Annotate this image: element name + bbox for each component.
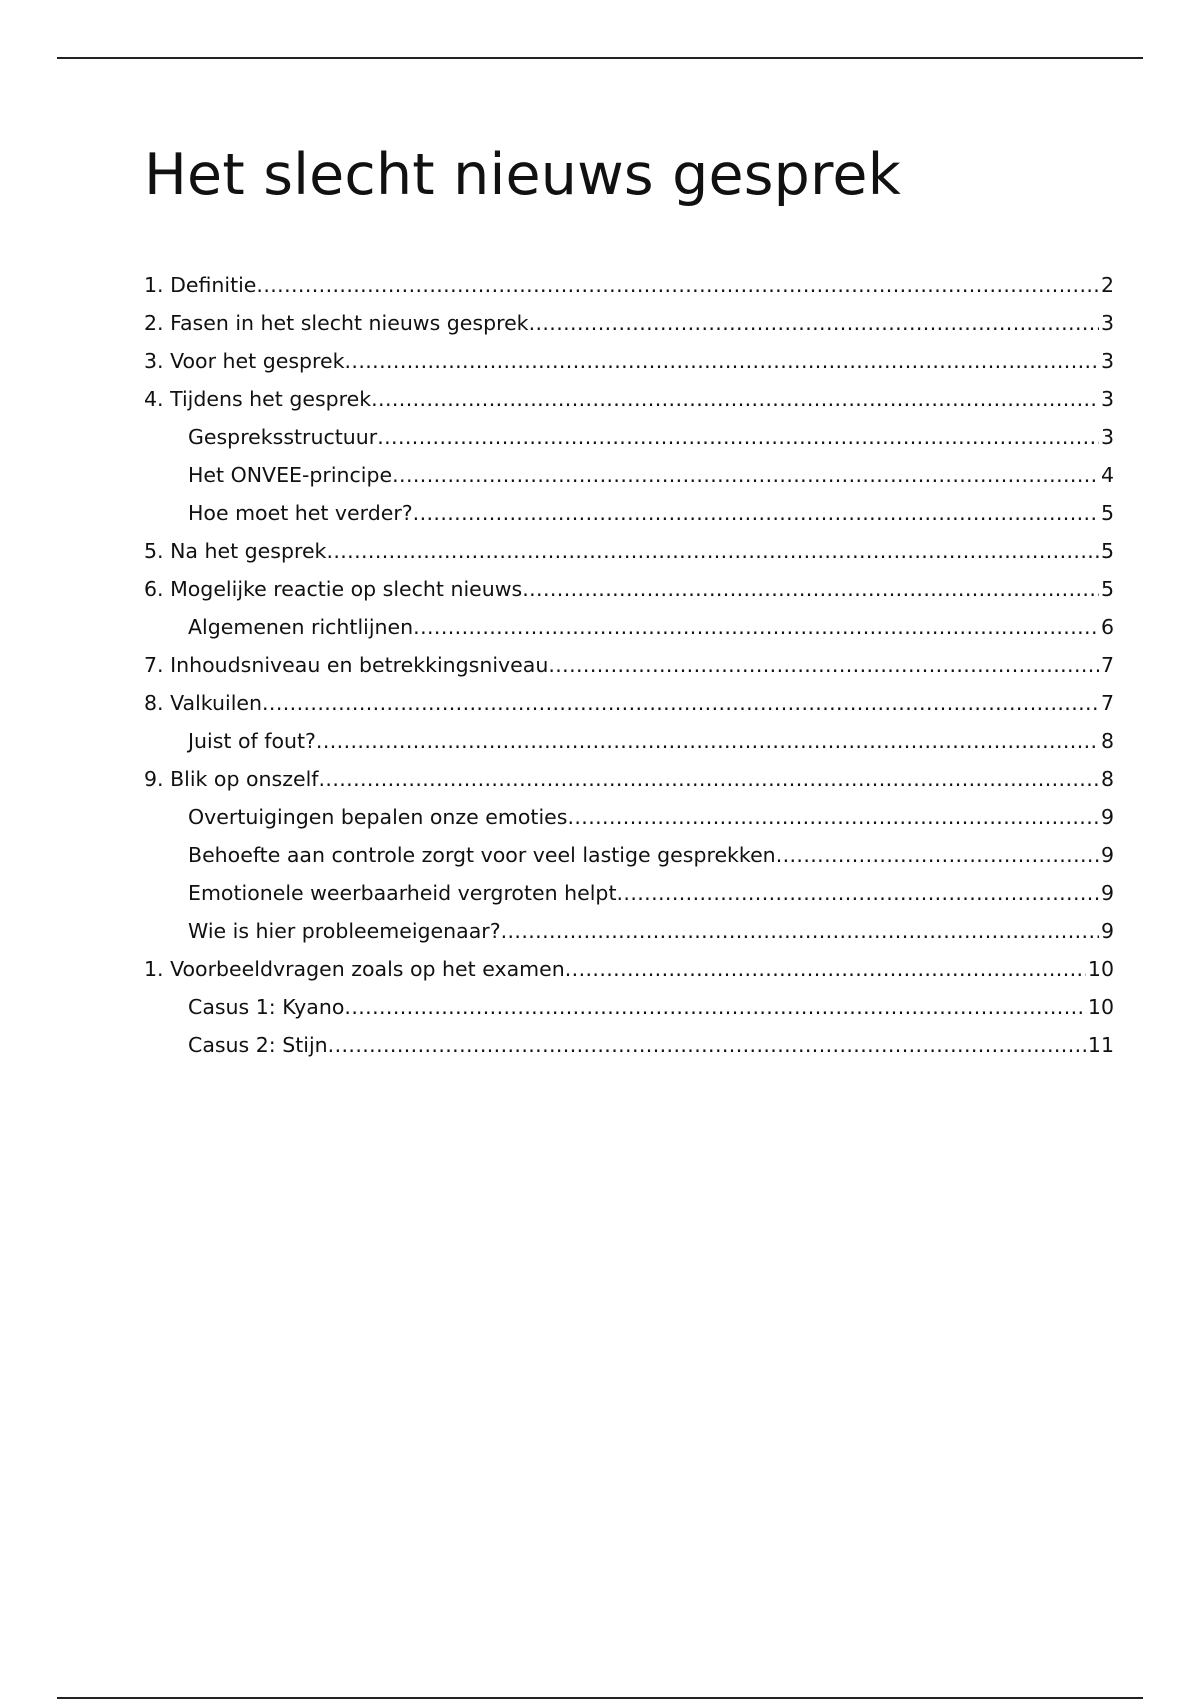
toc-entry-page-number: 10: [1087, 995, 1114, 1019]
toc-entry-page-number: 3: [1100, 387, 1114, 411]
toc-entry[interactable]: [144, 688, 1114, 726]
toc-dot-leader: [548, 650, 1099, 680]
toc-entry[interactable]: [144, 1030, 1114, 1068]
toc-entry-label: Overtuigingen bepalen onze emoties: [188, 805, 568, 829]
toc-dot-leader: [501, 916, 1099, 946]
toc-entry-label: Juist of fout?: [188, 729, 316, 753]
toc-dot-leader: [413, 498, 1099, 528]
toc-entry-page-number: 5: [1100, 577, 1114, 601]
toc-entry[interactable]: [144, 422, 1114, 460]
toc-entry-label: 1. Definitie: [144, 273, 257, 297]
toc-entry-label: 2. Fasen in het slecht nieuws gesprek: [144, 311, 529, 335]
toc-entry[interactable]: [144, 650, 1114, 688]
table-of-contents: [144, 270, 1114, 1068]
toc-entry[interactable]: [144, 954, 1114, 992]
footer-rule: [57, 1697, 1143, 1699]
toc-entry[interactable]: [144, 916, 1114, 954]
toc-entry-page-number: 4: [1100, 463, 1114, 487]
toc-entry-page-number: 6: [1100, 615, 1114, 639]
toc-entry-page-number: 3: [1100, 349, 1114, 373]
toc-dot-leader: [377, 422, 1099, 452]
toc-entry-page-number: 9: [1100, 805, 1114, 829]
toc-dot-leader: [344, 346, 1098, 376]
toc-entry-label: Gespreksstructuur: [188, 425, 378, 449]
toc-entry-page-number: 11: [1087, 1033, 1114, 1057]
toc-dot-leader: [616, 878, 1098, 908]
toc-entry-page-number: 8: [1100, 729, 1114, 753]
toc-entry-page-number: 9: [1100, 881, 1114, 905]
toc-entry-page-number: 5: [1100, 539, 1114, 563]
toc-entry-label: Wie is hier probleemeigenaar?: [188, 919, 501, 943]
toc-entry-label: 5. Na het gesprek: [144, 539, 327, 563]
toc-entry-label: 3. Voor het gesprek: [144, 349, 345, 373]
toc-dot-leader: [565, 954, 1086, 984]
toc-entry[interactable]: [144, 384, 1114, 422]
toc-dot-leader: [328, 1030, 1086, 1060]
toc-entry[interactable]: [144, 802, 1114, 840]
toc-entry[interactable]: [144, 498, 1114, 536]
toc-dot-leader: [392, 460, 1099, 490]
toc-dot-leader: [256, 270, 1099, 300]
toc-dot-leader: [413, 612, 1099, 642]
toc-entry[interactable]: [144, 270, 1114, 308]
toc-entry-label: Emotionele weerbaarheid vergroten helpt: [188, 881, 617, 905]
toc-entry-label: Algemenen richtlijnen: [188, 615, 414, 639]
toc-entry-label: 6. Mogelijke reactie op slecht nieuws: [144, 577, 523, 601]
toc-entry-page-number: 10: [1087, 957, 1114, 981]
toc-entry-label: 9. Blik op onszelf: [144, 767, 319, 791]
toc-entry[interactable]: [144, 764, 1114, 802]
toc-entry-page-number: 2: [1100, 273, 1114, 297]
toc-entry[interactable]: [144, 840, 1114, 878]
toc-dot-leader: [529, 308, 1099, 338]
document-title: Het slecht nieuws gesprek: [144, 142, 901, 208]
toc-entry-page-number: 3: [1100, 311, 1114, 335]
toc-entry-page-number: 5: [1100, 501, 1114, 525]
toc-dot-leader: [567, 802, 1098, 832]
toc-entry[interactable]: [144, 308, 1114, 346]
toc-entry-label: Hoe moet het verder?: [188, 501, 413, 525]
toc-entry-label: 4. Tijdens het gesprek: [144, 387, 372, 411]
toc-entry-page-number: 7: [1100, 691, 1114, 715]
toc-entry-label: Casus 2: Stijn: [188, 1033, 328, 1057]
toc-dot-leader: [319, 764, 1099, 794]
toc-entry-label: Casus 1: Kyano: [188, 995, 345, 1019]
toc-dot-leader: [262, 688, 1099, 718]
toc-entry-page-number: 7: [1100, 653, 1114, 677]
toc-entry-page-number: 8: [1100, 767, 1114, 791]
toc-entry[interactable]: [144, 992, 1114, 1030]
toc-entry[interactable]: [144, 536, 1114, 574]
toc-entry[interactable]: [144, 878, 1114, 916]
toc-entry[interactable]: [144, 574, 1114, 612]
toc-entry-label: 1. Voorbeeldvragen zoals op het examen: [144, 957, 565, 981]
toc-dot-leader: [371, 384, 1099, 414]
toc-dot-leader: [522, 574, 1099, 604]
toc-dot-leader: [344, 992, 1086, 1022]
toc-dot-leader: [316, 726, 1099, 756]
toc-entry-page-number: 9: [1100, 843, 1114, 867]
header-rule: [57, 57, 1143, 59]
toc-entry-label: Het ONVEE-principe: [188, 463, 393, 487]
toc-dot-leader: [326, 536, 1099, 566]
toc-entry-label: Behoefte aan controle zorgt voor veel lastige gesprekken: [188, 843, 776, 867]
toc-dot-leader: [776, 840, 1099, 870]
toc-entry[interactable]: [144, 612, 1114, 650]
toc-entry-label: 8. Valkuilen: [144, 691, 262, 715]
toc-entry-label: 7. Inhoudsniveau en betrekkingsniveau: [144, 653, 549, 677]
toc-entry[interactable]: [144, 460, 1114, 498]
toc-entry[interactable]: [144, 726, 1114, 764]
toc-entry[interactable]: [144, 346, 1114, 384]
toc-entry-page-number: 3: [1100, 425, 1114, 449]
toc-entry-page-number: 9: [1100, 919, 1114, 943]
